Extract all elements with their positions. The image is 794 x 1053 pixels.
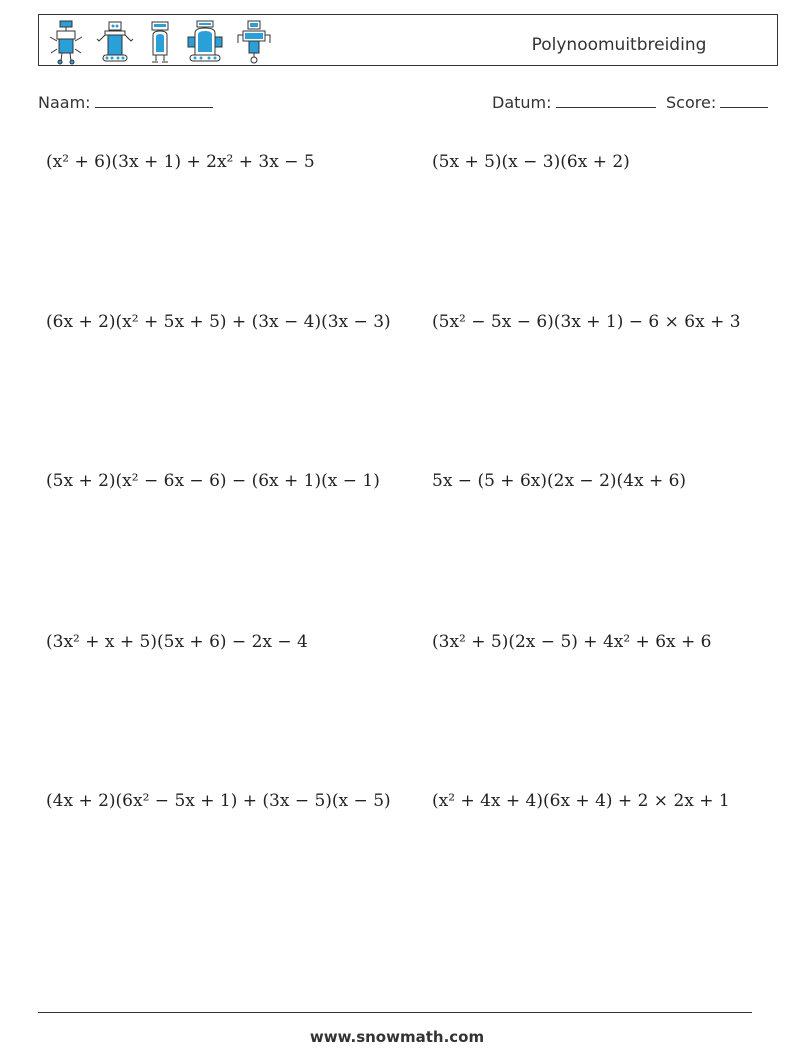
robot-icon-1 [47,19,85,65]
date-blank[interactable] [556,93,656,108]
header-box [38,14,778,66]
problem-10: (x² + 4x + 4)(6x + 4) + 2 × 2x + 1 [432,791,730,811]
robot-icon-2 [95,19,135,65]
problem-4: (5x² − 5x − 6)(3x + 1) − 6 × 6x + 3 [432,312,741,332]
robot-icons [47,19,273,65]
date-label: Datum: [492,93,552,112]
problem-8: (3x² + 5)(2x − 5) + 4x² + 6x + 6 [432,632,712,652]
problem-1: (x² + 6)(3x + 1) + 2x² + 3x − 5 [46,152,315,172]
robot-icon-4 [185,19,225,65]
footer-website[interactable]: www.snowmath.com [309,1028,485,1046]
page-title: Polynoomuitbreiding [531,35,707,55]
name-blank[interactable] [95,93,213,108]
problem-7: (3x² + x + 5)(5x + 6) − 2x − 4 [46,632,308,652]
score-field [666,93,768,112]
problem-6: 5x − (5 + 6x)(2x − 2)(4x + 6) [432,471,687,491]
problem-5: (5x + 2)(x² − 6x − 6) − (6x + 1)(x − 1) [46,471,380,491]
name-field [38,93,213,112]
score-label: Score: [666,93,717,112]
robot-icon-5 [235,19,273,65]
score-blank[interactable] [720,93,768,108]
problem-9: (4x + 2)(6x² − 5x + 1) + (3x − 5)(x − 5) [46,791,391,811]
name-label: Naam: [38,93,91,112]
date-field [492,93,656,112]
robot-icon-3 [145,19,175,65]
footer-divider [38,1012,752,1013]
problem-2: (5x + 5)(x − 3)(6x + 2) [432,152,630,172]
problem-3: (6x + 2)(x² + 5x + 5) + (3x − 4)(3x − 3) [46,312,391,332]
